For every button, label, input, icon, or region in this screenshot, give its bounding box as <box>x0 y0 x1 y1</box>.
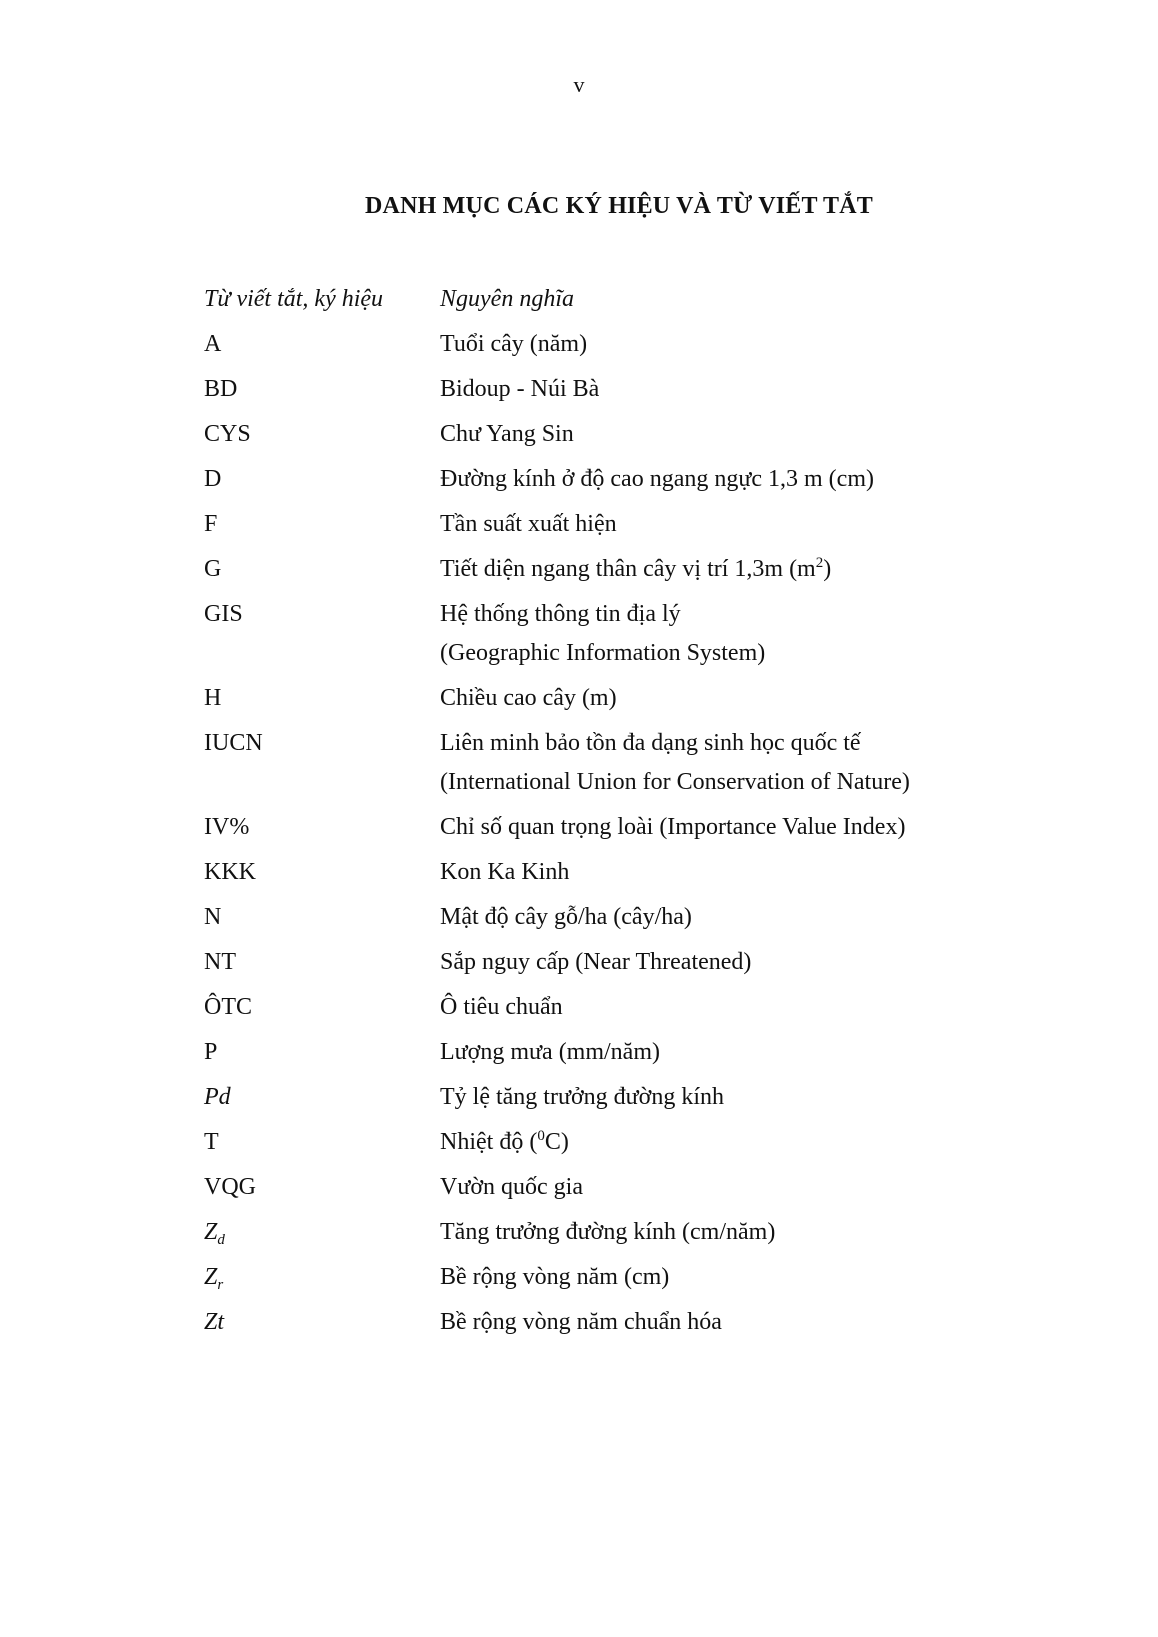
table-row <box>204 1031 964 1076</box>
row-meaning <box>440 1121 964 1162</box>
meaning-line: Hệ thống thông tin địa lý <box>440 601 681 627</box>
table-row <box>204 1121 964 1166</box>
row-meaning: Lượng mưa (mm/năm) <box>440 1039 660 1065</box>
superscript: 0 <box>537 1128 545 1144</box>
row-term: CYS <box>204 421 251 447</box>
row-meaning <box>440 722 964 802</box>
row-term: KKK <box>204 859 256 885</box>
table-row <box>204 593 964 677</box>
row-term: ÔTC <box>204 994 252 1020</box>
table-row <box>204 941 964 986</box>
header-meaning: Nguyên nghĩa <box>440 286 574 312</box>
row-term: P <box>204 1039 218 1065</box>
row-term: D <box>204 466 222 492</box>
page-title: DANH MỤC CÁC KÝ HIỆU VÀ TỪ VIẾT TẮT <box>365 193 873 219</box>
row-term: Zt <box>204 1309 225 1335</box>
row-meaning: Tăng trưởng đường kính (cm/năm) <box>440 1219 776 1245</box>
row-meaning: Bề rộng vòng năm chuẩn hóa <box>440 1309 722 1335</box>
term-base: Z <box>204 1264 218 1290</box>
subscript: r <box>217 1277 224 1293</box>
row-meaning: Tỷ lệ tăng trưởng đường kính <box>440 1084 725 1110</box>
row-meaning: Bề rộng vòng năm (cm) <box>440 1264 670 1290</box>
row-meaning <box>440 548 964 589</box>
row-meaning: Đường kính ở độ cao ngang ngực 1,3 m (cm) <box>440 466 874 492</box>
table-row <box>204 1076 964 1121</box>
row-meaning: Vườn quốc gia <box>440 1174 584 1200</box>
row-meaning: Sắp nguy cấp (Near Threatened) <box>440 949 752 975</box>
table-row <box>204 1211 964 1256</box>
table-row <box>204 323 964 368</box>
table-row <box>204 548 964 593</box>
row-term: H <box>204 685 222 711</box>
table-row <box>204 851 964 896</box>
row-meaning <box>440 593 964 673</box>
row-term: Pd <box>204 1084 231 1110</box>
row-term: VQG <box>204 1174 256 1200</box>
table-row <box>204 1166 964 1211</box>
row-term: F <box>204 511 218 537</box>
term-base: Z <box>204 1219 218 1245</box>
row-meaning: Chỉ số quan trọng loài (Importance Value Index) <box>440 814 906 840</box>
row-term: IUCN <box>204 730 263 756</box>
table-row <box>204 806 964 851</box>
row-term: NT <box>204 949 236 975</box>
meaning-text: Tiết diện ngang thân cây vị trí 1,3m (m <box>440 556 816 582</box>
table-row <box>204 503 964 548</box>
row-meaning: Ô tiêu chuẩn <box>440 994 563 1020</box>
meaning-line: Liên minh bảo tồn đa dạng sinh học quốc tế <box>440 730 861 756</box>
row-term: T <box>204 1129 219 1155</box>
row-meaning: Tuổi cây (năm) <box>440 331 588 357</box>
abbreviation-table <box>204 278 964 1346</box>
table-row <box>204 1256 964 1301</box>
table-row <box>204 722 964 806</box>
row-term: N <box>204 904 222 930</box>
superscript: 2 <box>815 555 824 571</box>
meaning-line: (International Union for Conservation of Nature) <box>440 769 910 795</box>
row-term: GIS <box>204 601 243 627</box>
row-meaning: Chư Yang Sin <box>440 421 574 447</box>
table-row <box>204 677 964 722</box>
row-term: A <box>204 331 222 357</box>
row-meaning: Kon Ka Kinh <box>440 859 570 885</box>
table-header <box>204 278 964 323</box>
table-row <box>204 896 964 941</box>
meaning-line: (Geographic Information System) <box>440 640 766 666</box>
table-row <box>204 986 964 1031</box>
row-meaning: Mật độ cây gỗ/ha (cây/ha) <box>440 904 692 930</box>
row-term <box>204 1256 440 1297</box>
row-meaning: Bidoup - Núi Bà <box>440 376 600 402</box>
meaning-text: Nhiệt độ ( <box>440 1129 538 1155</box>
table-row <box>204 1301 964 1346</box>
table-row <box>204 413 964 458</box>
row-term: IV% <box>204 814 250 840</box>
row-term: BD <box>204 376 238 402</box>
subscript: d <box>217 1232 225 1248</box>
table-row <box>204 458 964 503</box>
row-term: G <box>204 556 222 582</box>
table-row <box>204 368 964 413</box>
meaning-text: C) <box>544 1129 569 1155</box>
row-meaning: Chiều cao cây (m) <box>440 685 617 711</box>
header-term: Từ viết tắt, ký hiệu <box>204 286 384 312</box>
meaning-text: ) <box>823 556 832 582</box>
row-meaning: Tần suất xuất hiện <box>440 511 617 537</box>
row-term <box>204 1211 440 1252</box>
page-number: v <box>573 72 585 97</box>
